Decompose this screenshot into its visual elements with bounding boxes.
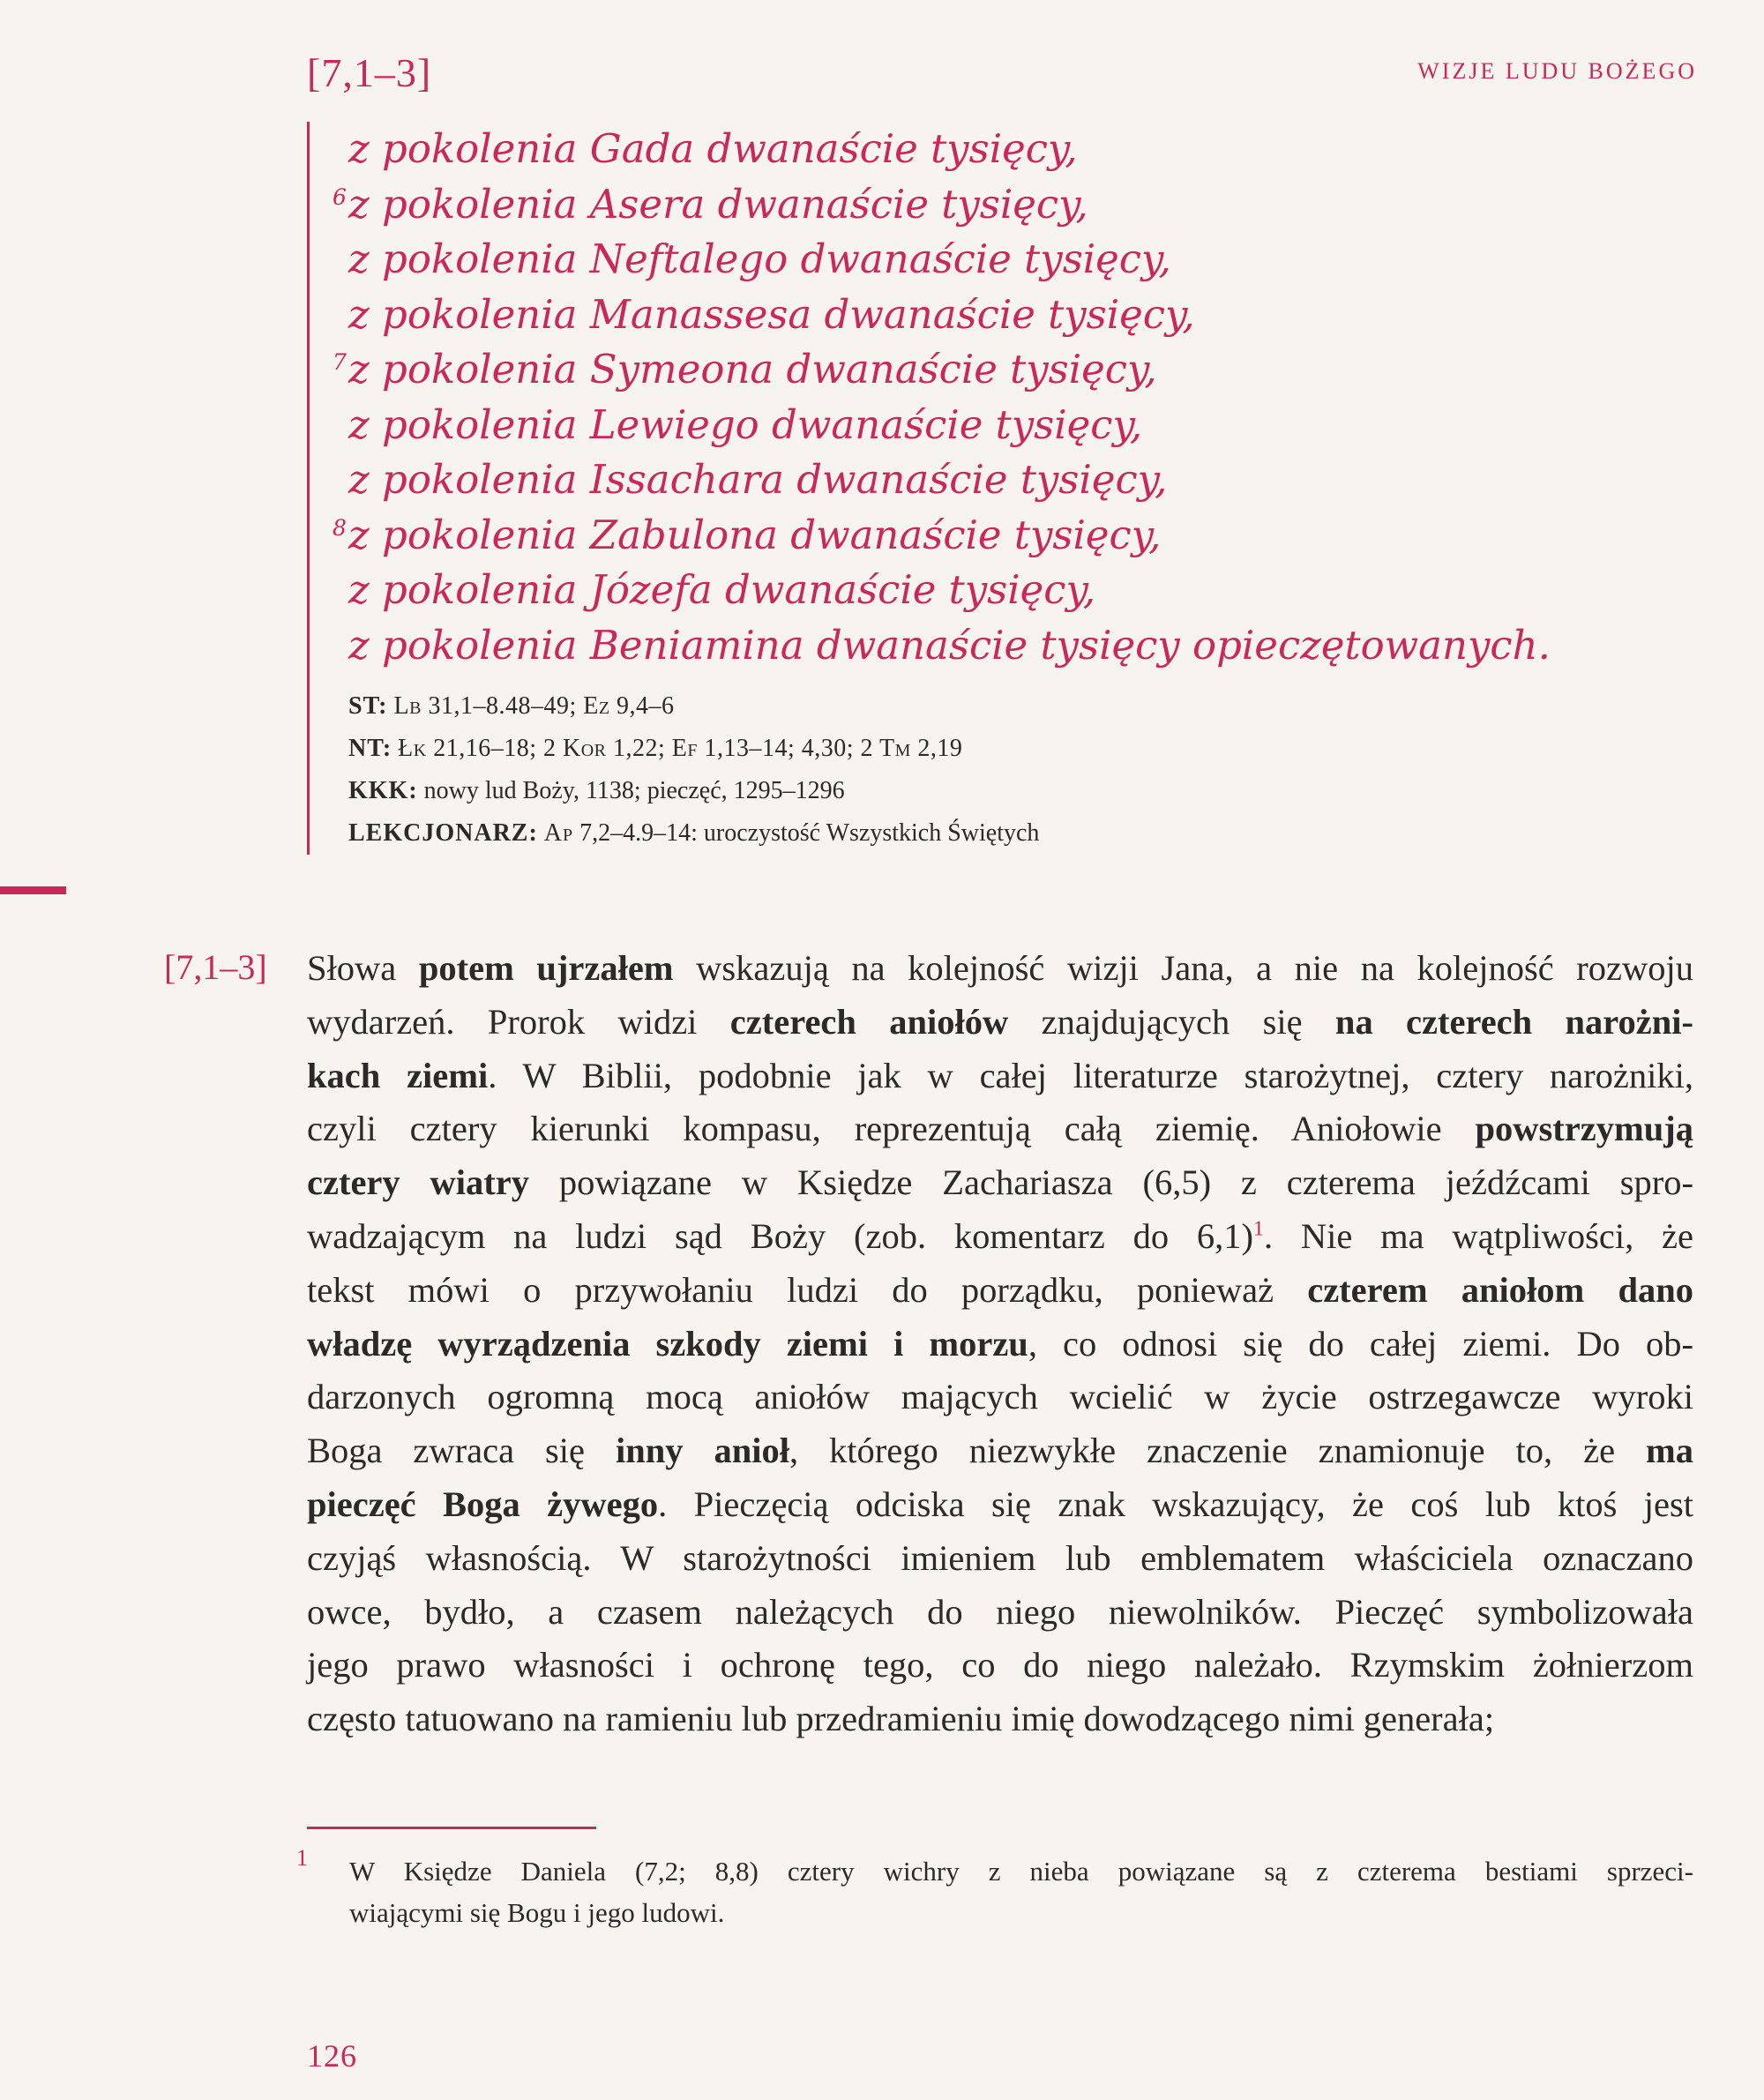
text-run: czyli cztery kierunki kompasu, reprezentują całą ziemię. Aniołowie xyxy=(307,1109,1476,1149)
verse-number: 7 xyxy=(333,349,347,375)
reference-kkk xyxy=(348,770,1477,812)
text-run: owce, bydło, a czasem należących do niego niewolników. Pieczęć symbolizowała xyxy=(307,1591,1693,1632)
reference-lekcjonarz xyxy=(348,812,1477,855)
verse-line xyxy=(348,563,1477,618)
reference-nt xyxy=(348,728,1477,770)
commentary-text xyxy=(307,942,1693,1746)
verse-line xyxy=(348,398,1477,453)
commentary-line xyxy=(307,1424,1693,1478)
verse-text: z pokolenia Symeona dwanaście tysięcy, xyxy=(348,346,1157,392)
reference-text: nowy lud Boży, 1138; pieczęć, 1295–1296 xyxy=(423,777,845,804)
commentary-line xyxy=(307,1532,1693,1586)
verse-lines xyxy=(333,122,1551,673)
bold-phrase: pieczęć Boga żywego xyxy=(307,1483,659,1524)
bold-phrase: kach ziemi xyxy=(307,1055,489,1095)
reference-text: Lb 31,1–8.48–49; Ez 9,4–6 xyxy=(393,692,675,720)
footnote-line: W Księdze Daniela (7,2; 8,8) cztery wichry z nieba powiązane są z czterema bestiami sprzeci- xyxy=(349,1856,1693,1887)
commentary-line xyxy=(307,1639,1693,1693)
reference-label: LEKCJONARZ: xyxy=(348,819,538,847)
bold-phrase: ma xyxy=(1646,1431,1693,1471)
footnote-text xyxy=(349,1850,1693,1933)
bold-phrase: na czterech narożni- xyxy=(1334,1001,1694,1042)
verse-number: 8 xyxy=(333,514,347,541)
text-run: często tatuowano na ramieniu lub przedramieniu imię dowodzącego nimi generała; xyxy=(307,1699,1495,1739)
verse-line xyxy=(333,342,1477,398)
bold-phrase: cztery wiatry xyxy=(307,1162,529,1203)
text-run: jego prawo własności i ochronę tego, co do niego należało. Rzymskim żołnierzom xyxy=(307,1645,1693,1685)
commentary-line xyxy=(307,1050,1693,1103)
verse-text: z pokolenia Neftalego dwanaście tysięcy, xyxy=(348,235,1171,282)
verse-text: z pokolenia Asera dwanaście tysięcy, xyxy=(348,180,1088,228)
commentary-line xyxy=(307,1318,1693,1371)
verse-line xyxy=(348,452,1477,508)
bold-phrase: czterech aniołów xyxy=(729,1001,1009,1042)
text-run: wydarzeń. Prorok widzi xyxy=(307,1001,730,1042)
footnote-marker: 1 xyxy=(1252,1217,1264,1241)
verse-text: z pokolenia Zabulona dwanaście tysięcy, xyxy=(348,511,1162,558)
text-run: , którego niezwykłe znaczenie znamionuje to, że xyxy=(789,1431,1646,1471)
reference-book: Ap xyxy=(543,819,574,847)
commentary-line xyxy=(307,1586,1693,1640)
cross-references xyxy=(348,685,1477,855)
footnote-line: wiającymi się Bogu i jego ludowi. xyxy=(349,1897,725,1928)
scripture-block xyxy=(307,122,1551,855)
page-edge-marker xyxy=(0,886,66,894)
page-number: 126 xyxy=(307,2038,357,2074)
verse-text: z pokolenia Lewiego dwanaście tysięcy, xyxy=(348,400,1143,448)
running-header-reference: [7,1–3] xyxy=(307,50,432,95)
verse-text: z pokolenia Manassesa dwanaście tysięcy, xyxy=(348,290,1195,338)
text-run: darzonych ogromną mocą aniołów mających wcielić w życie ostrzegawcze wyroki xyxy=(307,1377,1693,1417)
verse-line xyxy=(348,232,1477,288)
bold-phrase: inny anioł xyxy=(615,1431,789,1471)
commentary-line xyxy=(307,1210,1693,1264)
reference-label: NT: xyxy=(348,735,392,762)
text-run: czyjąś własnością. W starożytności imieniem lub emblematem właściciela oznaczano xyxy=(307,1537,1693,1578)
text-run: wskazują na kolejność wizji Jana, a nie na kolejność rozwoju xyxy=(673,948,1694,988)
commentary-line xyxy=(307,996,1693,1050)
text-run: Słowa xyxy=(307,948,419,988)
running-header-title: WIZJE LUDU BOŻEGO xyxy=(1417,58,1697,84)
reference-text: Łk 21,16–18; 2 Kor 1,22; Ef 1,13–14; 4,30; 2 Tm 2,19 xyxy=(398,735,963,762)
verse-line xyxy=(333,508,1477,564)
verse-text: z pokolenia Józefa dwanaście tysięcy, xyxy=(348,566,1096,613)
commentary-line xyxy=(307,1478,1693,1532)
verse-line xyxy=(333,177,1477,233)
text-run: . Nie ma wątpliwości, że xyxy=(1263,1215,1694,1256)
verse-text: z pokolenia Issachara dwanaście tysięcy, xyxy=(348,456,1168,503)
commentary-line xyxy=(307,1156,1693,1210)
text-run: wadzającym na ludzi sąd Boży (zob. komentarz do 6,1) xyxy=(307,1215,1253,1256)
verse-line xyxy=(348,618,1551,674)
commentary-line xyxy=(307,942,1693,996)
bold-phrase: powstrzymują xyxy=(1475,1109,1693,1149)
footnote-rule xyxy=(307,1827,596,1829)
text-run: , co odnosi się do całej ziemi. Do ob- xyxy=(1028,1323,1693,1364)
text-run: powiązane w Księdze Zachariasza (6,5) z czterema jeźdźcami spro- xyxy=(528,1162,1693,1203)
commentary-line xyxy=(307,1371,1693,1424)
commentary-line xyxy=(307,1693,1693,1746)
text-run: Boga zwraca się xyxy=(307,1431,616,1471)
bold-phrase: czterem aniołom dano xyxy=(1307,1269,1694,1310)
commentary-reference: [7,1–3] xyxy=(164,947,267,987)
commentary-line xyxy=(307,1264,1693,1318)
reference-label: ST: xyxy=(348,692,388,720)
verse-line xyxy=(348,122,1477,177)
verse-number: 6 xyxy=(333,183,347,210)
commentary-line xyxy=(307,1102,1693,1156)
bold-phrase: potem ujrzałem xyxy=(418,948,674,988)
bold-phrase: władzę wyrządzenia szkody ziemi i morzu xyxy=(307,1323,1028,1364)
text-run: tekst mówi o przywołaniu ludzi do porządku, ponieważ xyxy=(307,1269,1308,1310)
text-run: znajdujących się xyxy=(1008,1001,1335,1042)
footnote-number: 1 xyxy=(296,1845,308,1871)
verse-line xyxy=(348,288,1477,343)
reference-st xyxy=(348,685,1477,728)
text-run: . W Biblii, podobnie jak w całej literaturze starożytnej, cztery narożniki, xyxy=(488,1055,1693,1095)
reference-label: KKK: xyxy=(348,777,418,804)
verse-text: z pokolenia Beniamina dwanaście tysięcy opieczętowanych. xyxy=(348,621,1551,669)
verse-text: z pokolenia Gada dwanaście tysięcy, xyxy=(348,125,1078,172)
text-run: . Pieczęcią odciska się znak wskazujący, że coś lub ktoś jest xyxy=(658,1483,1693,1524)
reference-text: 7,2–4.9–14: uroczystość Wszystkich Świętych xyxy=(579,819,1040,847)
